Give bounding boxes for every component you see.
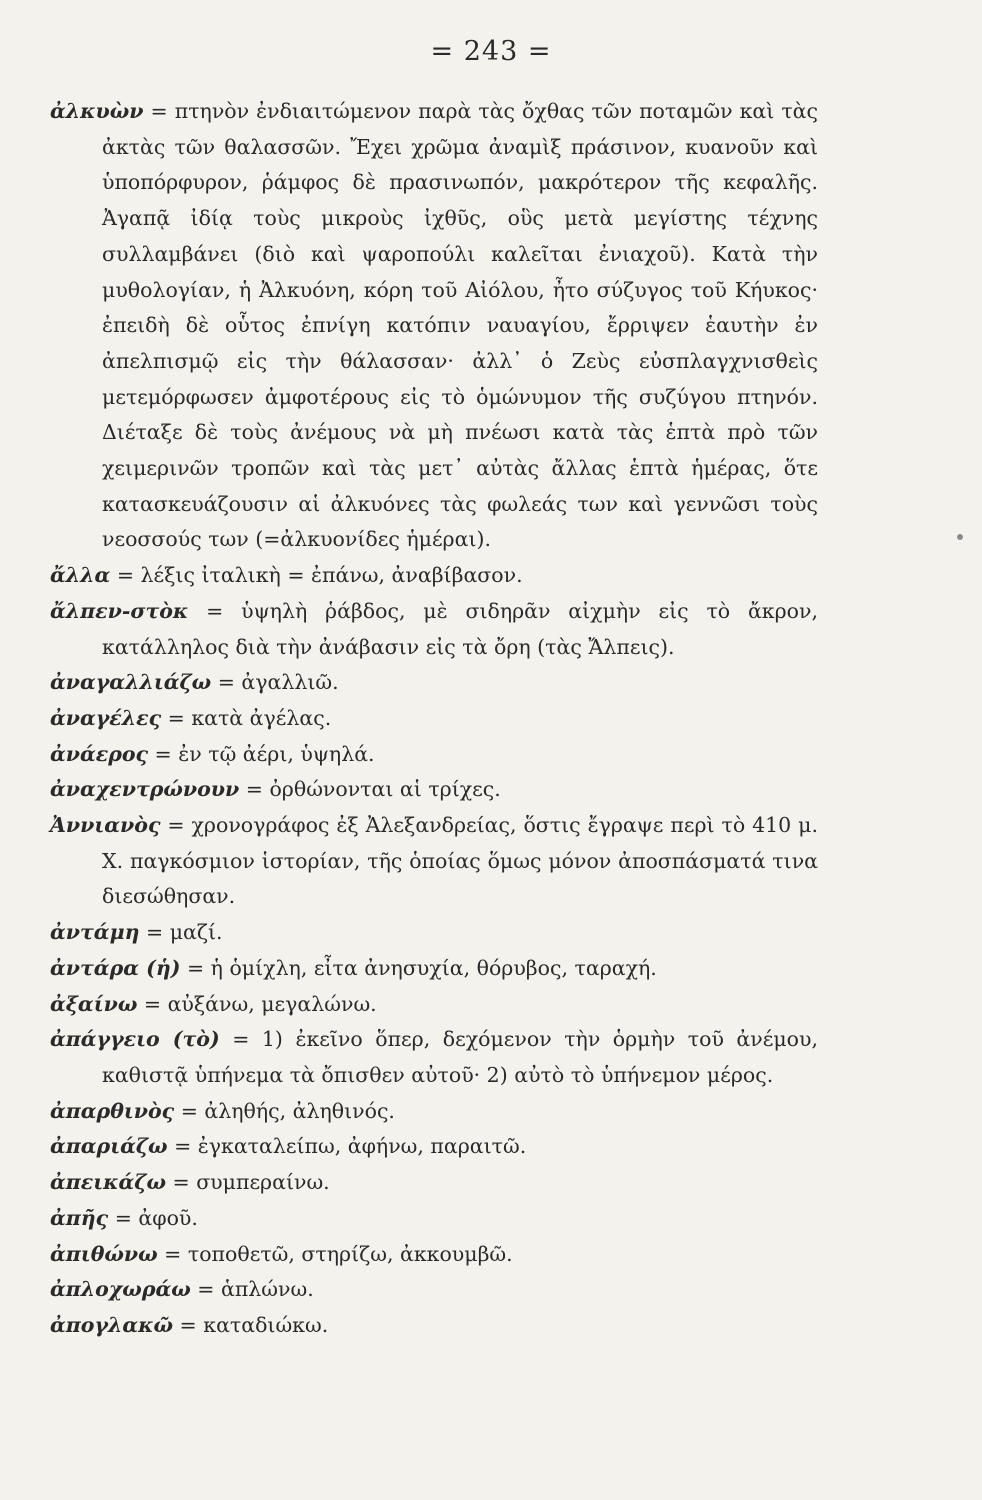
entry-separator: = [139,920,170,945]
glossary-entry [50,701,818,737]
glossary-entry [50,808,818,915]
entry-definition: αὐξάνω, μεγαλώνω. [167,991,377,1016]
entry-term: ἀπεικάζω [50,1170,166,1195]
glossary-entry [50,1129,818,1165]
entry-term: ἀπαρθινὸς [50,1098,175,1123]
entry-term: ἀπιθώνω [50,1241,158,1266]
glossary-entry [50,987,818,1023]
entry-term: ἀναγαλλιάζω [50,670,212,695]
entry-definition: χρονογράφος ἐξ Ἀλεξανδρείας, ὅστις ἔγραψε περὶ τὸ 410 μ. Χ. παγκόσμιον ἱστορίαν, τῆς ὁποίας ὅμως μόνον ἀποσπάσματά τινα διεσώθησαν. [102,813,818,909]
glossary-entry [50,1201,818,1237]
entry-term: Ἀννιανὸς [50,813,161,838]
glossary-entry [50,94,818,558]
entry-separator: = [188,598,242,623]
entry-separator: = [239,777,270,802]
entry-definition: 1) ἐκεῖνο ὅπερ, δεχόμενον τὴν ὁρμὴν τοῦ ἀνέμου, καθιστᾷ ὑπήνεμα τὰ ὄπισθεν αὐτοῦ· 2) αὐτὸ τὸ ὑπήνεμον μέρος. [102,1027,818,1087]
entry-separator: = [108,1205,139,1230]
entry-definition: κατὰ ἀγέλας. [191,705,332,730]
entry-separator: = [211,670,242,695]
glossary-entry [50,665,818,701]
entry-separator: = [143,99,175,123]
entry-term: ἀντάρα (ἡ) [50,955,181,980]
glossary-entry [50,594,818,665]
entry-definition: λέξις ἰταλικὴ = ἐπάνω, ἀναβίβασον. [140,563,523,588]
entry-separator: = [160,813,192,838]
entry-separator: = [137,991,168,1016]
entry-term: ἄλπεν-στὸκ [50,598,189,623]
glossary-entry [50,1022,818,1093]
glossary-entry [50,558,818,594]
entry-definition: ἀγαλλιῶ. [241,670,339,695]
entry-term: ἀπῆς [50,1205,109,1230]
entry-separator: = [161,705,192,730]
entry-term: ἀναχεντρώνουν [50,777,240,802]
entry-separator: = [173,1312,204,1337]
entry-term: ἀπογλακῶ [50,1312,174,1337]
glossary-entry [50,915,818,951]
glossary-entry [50,1165,818,1201]
glossary-list [50,94,818,1344]
entry-term: ἀπαριάζω [50,1134,168,1159]
entry-definition: ἀφοῦ. [138,1205,198,1230]
entry-definition: ὀρθώνονται αἱ τρίχες. [269,777,501,802]
entry-separator: = [219,1027,262,1052]
entry-definition: ἁπλώνω. [220,1277,314,1302]
glossary-entry [50,1272,818,1308]
glossary-entry [50,951,818,987]
entry-definition: καταδιώκω. [203,1312,329,1337]
entry-separator: = [110,563,141,588]
glossary-entry [50,772,818,808]
entry-term: ἀλκυὼν [50,99,144,123]
entry-separator: = [174,1098,205,1123]
entry-definition: μαζί. [169,920,223,945]
entry-separator: = [190,1277,221,1302]
entry-definition: ἐν τῷ ἀέρι, ὑψηλά. [178,741,375,766]
entry-separator: = [180,955,211,980]
entry-definition: ὑψηλὴ ῥάβδος, μὲ σιδηρᾶν αἰχμὴν εἰς τὸ ἄκρον, κατάλληλος διὰ τὴν ἀνάβασιν εἰς τὰ ὄρη (τὰς Ἄλπεις). [102,598,818,659]
entry-term: ἀναγέλες [50,705,162,730]
entry-separator: = [157,1241,188,1266]
entry-term: ἀπλοχωράω [50,1277,191,1302]
entry-definition: ἡ ὁμίχλη, εἶτα ἀνησυχία, θόρυβος, ταραχή. [210,955,657,980]
entry-separator: = [148,741,179,766]
page-number: = 243 = [430,36,552,67]
entry-definition: συμπεραίνω. [196,1170,330,1195]
paper-speck [957,534,963,540]
entry-term: ἀπάγγειο (τὸ) [50,1027,220,1052]
glossary-entry [50,737,818,773]
entry-definition: πτηνὸν ἐνδιαιτώμενον παρὰ τὰς ὄχθας τῶν ποταμῶν καὶ τὰς ἀκτὰς τῶν θαλασσῶν. Ἔχει χρῶμα ἀναμὶξ πράσινον, κυανοῦν καὶ ὑποπόρφυρον, ῥάμφος δὲ πρασινωπόν, μακρότερον τῆς κεφαλῆς. Ἀγαπᾷ ἰδίᾳ τοὺς μικροὺς ἰχθῦς, οὓς μετὰ μεγίστης τέχνης συλλαμβάνει (διὸ καὶ ψαροπούλι καλεῖται ἐνιαχοῦ). Κατὰ τὴν μυθολογίαν, ἡ Ἀλκυόνη, κόρη τοῦ Αἰόλου, ἦτο σύζυγος τοῦ Κήυκος· ἐπειδὴ δὲ οὗτος ἐπνίγη κατόπιν ναυαγίου, ἔρριψεν ἑαυτὴν ἐν ἀπελπισμῷ εἰς τὴν θάλασσαν· ἀλλ᾽ ὁ Ζεὺς εὐσπλαγχνισθεὶς μετεμόρφωσεν ἀμφοτέρους εἰς τὸ ὁμώνυμον τῆς συζύγου πτηνόν. Διέταξε δὲ τοὺς ἀνέμους νὰ μὴ πνέωσι κατὰ τὰς ἑπτὰ πρὸ τῶν χειμερινῶν τροπῶν καὶ τὰς μετ᾽ αὐτὰς ἄλλας ἑπτὰ ἡμέρας, ὅτε κατασκευάζουσιν αἱ ἀλκυόνες τὰς φωλεάς των καὶ γεννῶσι τοὺς νεοσσούς των (=ἀλκυονίδες ἡμέραι). [102,99,818,552]
entry-definition: ἐγκαταλείπω, ἀφήνω, παραιτῶ. [197,1134,527,1159]
glossary-entry [50,1308,818,1344]
glossary-entry [50,1094,818,1130]
entry-definition: τοποθετῶ, στηρίζω, ἀκκουμβῶ. [187,1241,513,1266]
entry-term: ἄλλα [50,563,111,588]
entry-term: ἀξαίνω [50,991,138,1016]
glossary-entry [50,1237,818,1273]
entry-separator: = [167,1134,198,1159]
entry-term: ἀνάερος [50,741,149,766]
entry-separator: = [165,1170,197,1195]
entry-definition: ἀληθής, ἀληθινός. [204,1098,395,1123]
entry-term: ἀντάμη [50,920,140,945]
